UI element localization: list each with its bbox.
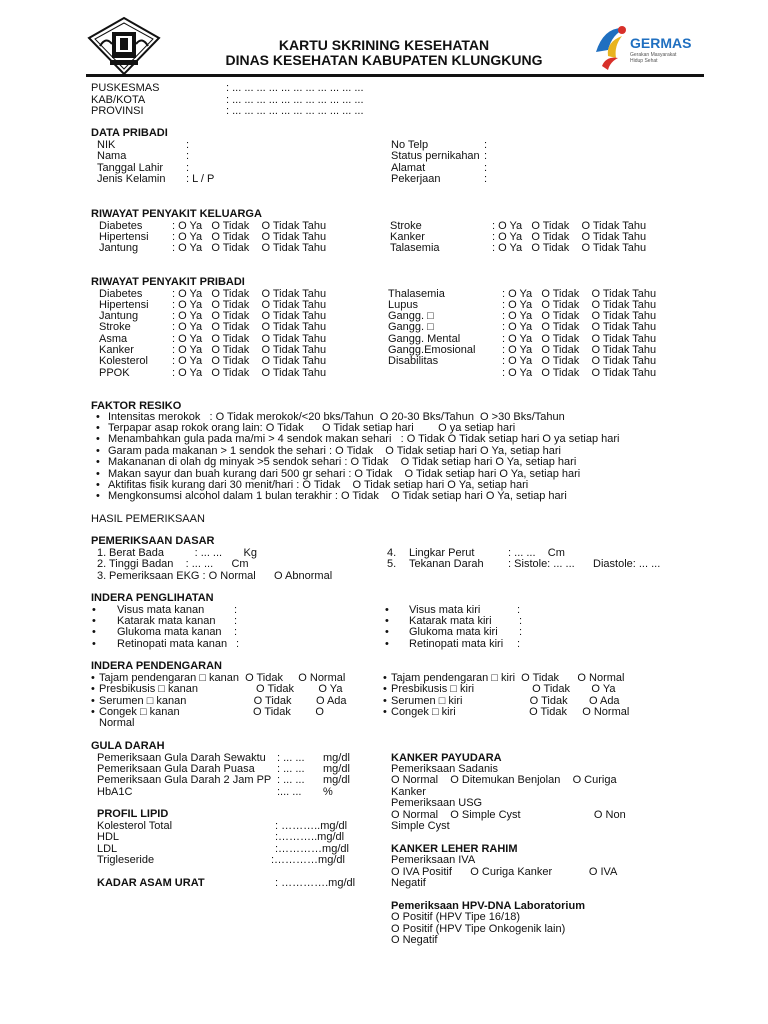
rp-left-options[interactable]: : O Ya O Tidak O Tidak Tahu — [172, 355, 327, 367]
no-telp-value: : — [484, 139, 488, 151]
bullet-icon: • — [91, 683, 95, 695]
rk-stroke-label: Stroke — [390, 220, 422, 232]
riwayat-pribadi-heading: RIWAYAT PENYAKIT PRIBADI — [91, 276, 245, 288]
pendengaran-left-item[interactable]: Congek □ kanan O Tidak O — [99, 706, 324, 718]
alamat-value: : — [484, 162, 488, 174]
puskesmas-label: PUSKESMAS — [91, 82, 160, 94]
rk-diabetes-label: Diabetes — [99, 220, 143, 232]
faktor-item[interactable]: Aktifitas fisik kurang dari 30 menit/hari : O Tidak O Tidak setiap hari O Ya, setiap hari — [108, 479, 529, 491]
pendengaran-right-item[interactable]: Serumen □ kiri O Tidak O Ada — [391, 695, 620, 707]
ip-left-label: Retinopati mata kanan — [117, 638, 228, 650]
ip-right-label: Katarak mata kiri — [409, 615, 492, 627]
gd-value[interactable]: : ... ... — [277, 752, 305, 764]
rk-jantung-label: Jantung — [99, 242, 139, 254]
tanggal-lahir-value: : — [186, 162, 190, 174]
kabkota-value: : ... ... ... ... ... ... ... ... ... ... ... — [226, 94, 364, 106]
ip-right-label: Visus mata kiri — [409, 604, 481, 616]
bullet-icon: • — [96, 479, 100, 491]
bullet-icon: • — [385, 626, 389, 638]
bullet-icon: • — [96, 411, 100, 423]
rp-right-options[interactable]: : O Ya O Tidak O Tidak Tahu — [502, 288, 657, 300]
ip-left-value[interactable]: : — [234, 615, 238, 627]
gd-value[interactable]: :... ... — [277, 786, 302, 798]
tekanan-darah-field[interactable]: Tekanan Darah : Sistole: ... ... Diastole: ... ... — [409, 558, 661, 570]
nama-label: Nama — [97, 150, 127, 162]
hpv-option[interactable]: O Negatif — [391, 934, 438, 946]
gd-unit: mg/dl — [323, 774, 350, 786]
bullet-icon: • — [385, 604, 389, 616]
hasil-pemeriksaan-heading: HASIL PEMERIKSAAN — [91, 513, 205, 525]
provinsi-value: : ... ... ... ... ... ... ... ... ... ... ... — [226, 105, 364, 117]
rp-left-label: Kanker — [99, 344, 134, 356]
germas-tagline-2: Hidup Sehat — [630, 58, 658, 64]
ip-right-label: Glukoma mata kiri — [409, 626, 498, 638]
tanggal-lahir-label: Tanggal Lahir — [97, 162, 164, 174]
rk-talasemia-label: Talasemia — [390, 242, 440, 254]
bullet-icon: • — [383, 683, 387, 695]
hpv-option[interactable]: O Positif (HPV Tipe Onkogenik lain) — [391, 923, 566, 935]
berat-badan-field[interactable]: Berat Bada : ... ... Kg — [109, 547, 257, 559]
ip-left-label: Katarak mata kanan — [117, 615, 216, 627]
agency-title: DINAS KESEHATAN KABUPATEN KLUNGKUNG — [225, 52, 543, 68]
rp-right-label: Gangg. Mental — [388, 333, 461, 345]
gula-darah-heading: GULA DARAH — [91, 740, 165, 752]
rp-left-options[interactable]: : O Ya O Tidak O Tidak Tahu — [172, 367, 327, 379]
rp-left-label: Jantung — [99, 310, 139, 322]
germas-logo — [592, 22, 702, 74]
pl-label: Kolesterol Total — [97, 820, 173, 832]
pemeriksaan-dasar-heading: PEMERIKSAAN DASAR — [91, 535, 215, 547]
rp-left-options[interactable]: : O Ya O Tidak O Tidak Tahu — [172, 299, 327, 311]
riwayat-keluarga-heading: RIWAYAT PENYAKIT KELUARGA — [91, 208, 262, 220]
pl-value[interactable]: : ………..mg/dl — [275, 820, 348, 832]
rp-left-options[interactable]: : O Ya O Tidak O Tidak Tahu — [172, 321, 327, 333]
kp-line: Simple Cyst — [391, 820, 450, 832]
rp-left-label: Diabetes — [99, 288, 143, 300]
kp-line: Pemeriksaan Sadanis — [391, 763, 499, 775]
ip-left-value[interactable]: : — [236, 638, 240, 650]
rp-right-label: Gangg. □ — [388, 310, 434, 322]
gd-value[interactable]: : ... ... — [277, 763, 305, 775]
rp-left-options[interactable]: : O Ya O Tidak O Tidak Tahu — [172, 310, 327, 322]
hpv-option[interactable]: O Positif (HPV Tipe 16/18) — [391, 911, 520, 923]
bullet-icon: • — [96, 422, 100, 434]
pd-num: 4. — [387, 547, 397, 559]
bullet-icon: • — [91, 706, 95, 718]
rp-right-options[interactable]: : O Ya O Tidak O Tidak Tahu — [502, 367, 657, 379]
bullet-icon: • — [92, 615, 96, 627]
status-pernikahan-label: Status pernikahan — [391, 150, 480, 162]
rp-right-label: Gangg. □ — [388, 321, 434, 333]
pendengaran-left-item[interactable]: Serumen □ kanan O Tidak O Ada — [99, 695, 347, 707]
germas-brand: GERMAS — [630, 35, 692, 51]
rk-hipertensi-options[interactable]: : O Ya O Tidak O Tidak Tahu — [172, 231, 327, 243]
ip-right-value[interactable]: : — [517, 638, 521, 650]
puskesmas-value: : ... ... ... ... ... ... ... ... ... ... ... — [226, 82, 364, 94]
rp-left-options[interactable]: : O Ya O Tidak O Tidak Tahu — [172, 288, 327, 300]
pendengaran-left-item[interactable]: Tajam pendengaran □ kanan O Tidak O Normal — [99, 672, 346, 684]
bullet-icon: • — [92, 626, 96, 638]
pl-label: Trigleseride — [97, 854, 155, 866]
alamat-label: Alamat — [391, 162, 426, 174]
indera-penglihatan-heading: INDERA PENGLIHATAN — [91, 592, 214, 604]
klr-line: Pemeriksaan IVA — [391, 854, 476, 866]
rp-right-options[interactable]: : O Ya O Tidak O Tidak Tahu — [502, 344, 657, 356]
bullet-icon: • — [92, 638, 96, 650]
pl-value[interactable]: :…………mg/dl — [275, 843, 349, 855]
faktor-item[interactable]: Makan sayur dan buah kurang dari 500 gr sehari : O Tidak O Tidak setiap hari O Ya, setiap hari — [108, 468, 581, 480]
pl-value[interactable]: :…………mg/dl — [271, 854, 345, 866]
pd-num: 1. — [97, 547, 107, 559]
pekerjaan-label: Pekerjaan — [391, 173, 441, 185]
pl-value[interactable]: :………..mg/dl — [275, 831, 345, 843]
ip-right-value[interactable]: : — [519, 626, 523, 638]
rk-jantung-options[interactable]: : O Ya O Tidak O Tidak Tahu — [172, 242, 327, 254]
rp-left-label: Hipertensi — [99, 299, 149, 311]
rp-left-label: PPOK — [99, 367, 130, 379]
rp-left-label: Asma — [99, 333, 128, 345]
rp-right-label: Disabilitas — [388, 355, 439, 367]
kanker-leher-rahim-heading: KANKER LEHER RAHIM — [391, 843, 518, 855]
ip-right-value[interactable]: : — [519, 615, 523, 627]
pl-label: HDL — [97, 831, 120, 843]
rp-left-label: Kolesterol — [99, 355, 148, 367]
tinggi-badan-field[interactable]: Tinggi Badan : ... ... Cm — [109, 558, 249, 570]
ip-left-value[interactable]: : — [234, 626, 238, 638]
kp-line: Pemeriksaan USG — [391, 797, 483, 809]
jenis-kelamin-value: : L / P — [186, 173, 215, 185]
header-divider — [86, 74, 704, 77]
kp-line[interactable]: O Normal O Ditemukan Benjolan O Curiga — [391, 774, 617, 786]
pekerjaan-value: : — [484, 173, 488, 185]
gd-value[interactable]: : ... ... — [277, 774, 305, 786]
pendengaran-left-wrap: Normal — [99, 717, 135, 729]
faktor-item[interactable]: Mengkonsumsi alcohol dalam 1 bulan terakhir : O Tidak O Tidak setiap hari O Ya, setiap hari — [108, 490, 567, 502]
faktor-item[interactable]: Menambahkan gula pada ma/mi > 4 sendok makan sehari : O Tidak O Tidak setiap hari O ya setiap hari — [108, 433, 620, 445]
gd-unit: mg/dl — [323, 763, 350, 775]
pd-num: 2. — [97, 558, 107, 570]
bullet-icon: • — [91, 695, 95, 707]
faktor-item[interactable]: Intensitas merokok : O Tidak merokok/<20 bks/Tahun O 20-30 Bks/Tahun O >30 Bks/Tahun — [108, 411, 565, 423]
rk-stroke-options[interactable]: : O Ya O Tidak O Tidak Tahu — [492, 220, 647, 232]
bullet-icon: • — [96, 490, 100, 502]
bullet-icon: • — [383, 672, 387, 684]
ip-right-value[interactable]: : — [517, 604, 521, 616]
kabkota-label: KAB/KOTA — [91, 94, 146, 106]
pd-num: 5. — [387, 558, 397, 570]
pd-num: 3. — [97, 570, 107, 582]
gd-unit: mg/dl — [323, 752, 350, 764]
rp-right-label: Gangg.Emosional — [388, 344, 476, 356]
rp-right-options[interactable]: : O Ya O Tidak O Tidak Tahu — [502, 321, 657, 333]
bullet-icon: • — [96, 445, 100, 457]
hpv-heading: Pemeriksaan HPV-DNA Laboratorium — [391, 900, 585, 912]
nik-value: : — [186, 139, 190, 151]
kp-line: Kanker — [391, 786, 426, 798]
rp-right-label: Thalasemia — [388, 288, 445, 300]
card-title: KARTU SKRINING KESEHATAN — [278, 37, 490, 53]
rp-left-options[interactable]: : O Ya O Tidak O Tidak Tahu — [172, 344, 327, 356]
bullet-icon: • — [96, 468, 100, 480]
provinsi-label: PROVINSI — [91, 105, 144, 117]
rp-right-label: Lupus — [388, 299, 418, 311]
bullet-icon: • — [92, 604, 96, 616]
no-telp-label: No Telp — [391, 139, 429, 151]
gd-label: HbA1C — [97, 786, 133, 798]
nik-label: NIK — [97, 139, 116, 151]
rp-right-options[interactable]: : O Ya O Tidak O Tidak Tahu — [502, 333, 657, 345]
germas-tagline-1: Gerakan Masyarakat — [630, 52, 677, 58]
gd-unit: % — [323, 786, 333, 798]
klungkung-emblem — [86, 16, 162, 76]
rk-diabetes-options[interactable]: : O Ya O Tidak O Tidak Tahu — [172, 220, 327, 232]
ip-left-label: Glukoma mata kanan — [117, 626, 222, 638]
ekg-field[interactable]: Pemeriksaan EKG : O Normal O Abnormal — [109, 570, 333, 582]
rp-right-options[interactable]: : O Ya O Tidak O Tidak Tahu — [502, 310, 657, 322]
rk-hipertensi-label: Hipertensi — [99, 231, 149, 243]
rp-left-label: Stroke — [99, 321, 131, 333]
pendengaran-left-item[interactable]: Presbikusis □ kanan O Tidak O Ya — [99, 683, 343, 695]
ip-right-label: Retinopati mata kiri — [409, 638, 504, 650]
jenis-kelamin-label: Jenis Kelamin — [97, 173, 166, 185]
bullet-icon: • — [96, 456, 100, 468]
faktor-item[interactable]: Terpapar asap rokok orang lain: O Tidak O Tidak setiap hari O ya setiap hari — [108, 422, 516, 434]
bullet-icon: • — [385, 615, 389, 627]
asam-urat-heading: KADAR ASAM URAT — [97, 877, 205, 889]
lingkar-perut-field[interactable]: Lingkar Perut : ... ... Cm — [409, 547, 565, 559]
pl-label: LDL — [97, 843, 118, 855]
ip-left-value[interactable]: : — [234, 604, 238, 616]
indera-pendengaran-heading: INDERA PENDENGARAN — [91, 660, 222, 672]
bullet-icon: • — [383, 706, 387, 718]
pendengaran-right-item[interactable]: Presbikusis □ kiri O Tidak O Ya — [391, 683, 616, 695]
bullet-icon: • — [385, 638, 389, 650]
bullet-icon: • — [91, 672, 95, 684]
kp-line[interactable]: O Normal O Simple Cyst O Non — [391, 809, 626, 821]
rp-right-options[interactable]: : O Ya O Tidak O Tidak Tahu — [502, 299, 657, 311]
bullet-icon: • — [96, 433, 100, 445]
klr-line: Negatif — [391, 877, 426, 889]
rp-left-options[interactable]: : O Ya O Tidak O Tidak Tahu — [172, 333, 327, 345]
gd-label: Pemeriksaan Gula Darah Puasa — [97, 763, 255, 775]
gd-label: Pemeriksaan Gula Darah Sewaktu — [97, 752, 266, 764]
ip-left-label: Visus mata kanan — [117, 604, 205, 616]
profil-lipid-heading: PROFIL LIPID — [97, 808, 169, 820]
rk-kanker-label: Kanker — [390, 231, 425, 243]
kanker-payudara-heading: KANKER PAYUDARA — [391, 752, 502, 764]
pendengaran-right-item[interactable]: Tajam pendengaran □ kiri O Tidak O Normal — [391, 672, 625, 684]
klr-line[interactable]: O IVA Positif O Curiga Kanker O IVA — [391, 866, 618, 878]
faktor-item[interactable]: Makananan di olah dg minyak >5 sendok sehari : O Tidak O Tidak setiap hari O Ya, setiap hari — [108, 456, 577, 468]
asam-urat-value[interactable]: : ………….mg/dl — [275, 877, 356, 889]
data-pribadi-heading: DATA PRIBADI — [91, 127, 168, 139]
status-pernikahan-value: : — [484, 150, 488, 162]
faktor-resiko-heading: FAKTOR RESIKO — [91, 400, 182, 412]
faktor-item[interactable]: Garam pada makanan > 1 sendok the sehari : O Tidak O Tidak setiap hari O Ya, setiap hari — [108, 445, 561, 457]
nama-value: : — [186, 150, 190, 162]
pendengaran-right-item[interactable]: Congek □ kiri O Tidak O Normal — [391, 706, 630, 718]
bullet-icon: • — [383, 695, 387, 707]
rk-kanker-options[interactable]: : O Ya O Tidak O Tidak Tahu — [492, 231, 647, 243]
rp-right-options[interactable]: : O Ya O Tidak O Tidak Tahu — [502, 355, 657, 367]
gd-label: Pemeriksaan Gula Darah 2 Jam PP — [97, 774, 272, 786]
rk-talasemia-options[interactable]: : O Ya O Tidak O Tidak Tahu — [492, 242, 647, 254]
